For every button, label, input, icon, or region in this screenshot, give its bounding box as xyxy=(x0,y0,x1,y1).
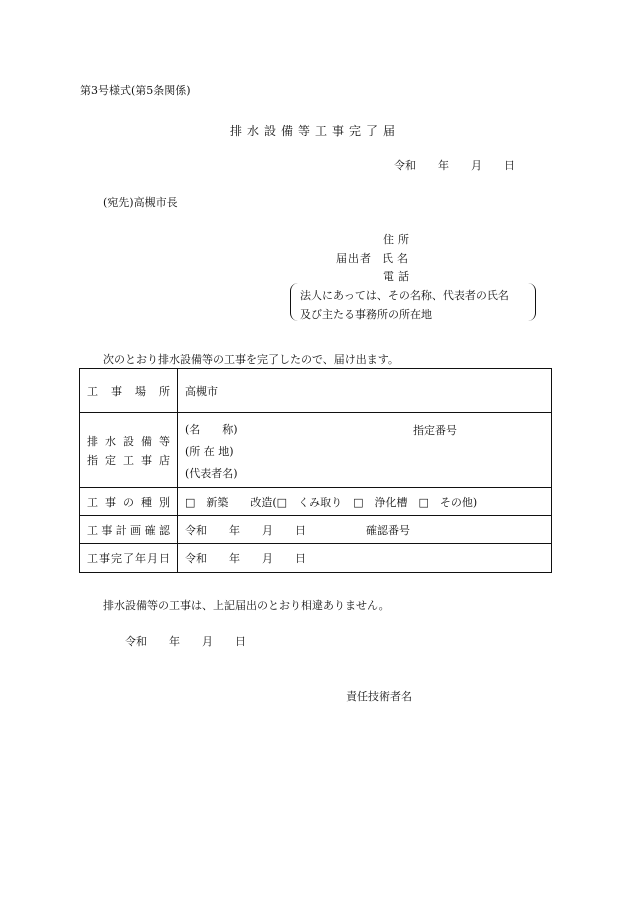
submission-date xyxy=(394,157,515,173)
plan-label-cell xyxy=(80,516,178,544)
corporate-note-line2: 及び主たる事務所の所在地 xyxy=(300,308,432,321)
confirmation-number-label: 確認番号 xyxy=(366,523,410,537)
kind-label-cell xyxy=(80,488,178,516)
completion-label-cell xyxy=(80,544,178,573)
closing-date: 令和 年 月 日 xyxy=(125,635,246,648)
table-row xyxy=(80,544,552,573)
telephone-label: 電話 xyxy=(383,270,413,283)
plan-confirmation-label: 工 事 計 画 確 認 xyxy=(87,523,170,537)
completion-date-value[interactable]: 令和 年 月 日 xyxy=(178,544,552,573)
contractor-representative-label: (代表者名) xyxy=(185,467,238,480)
date-era: 令和 xyxy=(394,159,416,172)
intro-text: 次のとおり排水設備等の工事を完了したので、届け出ます。 xyxy=(103,353,399,366)
construction-kind-options[interactable]: □ 新築 改造(□ くみ取り □ 浄化槽 □ その他) xyxy=(178,488,552,516)
site-label-cell xyxy=(80,369,178,413)
kind-label: 工 事 の 種 別 xyxy=(87,495,170,509)
table-row xyxy=(80,369,552,413)
completion-form-table xyxy=(79,368,552,573)
closing-statement: 排水設備等の工事は、上記届出のとおり相違ありません。 xyxy=(103,599,390,612)
contractor-label-cell xyxy=(80,413,178,488)
applicant-name-row xyxy=(336,250,412,266)
name-label: 氏名 xyxy=(382,252,412,265)
corporate-note-line1: 法人にあっては、その名称、代表者の氏名 xyxy=(300,289,509,302)
responsible-engineer-label: 責任技術者名 xyxy=(346,690,412,703)
completion-date-label: 工 事 完 了 年 月 日 xyxy=(87,552,170,565)
table-row xyxy=(80,488,552,516)
plan-confirmation-cell[interactable] xyxy=(178,516,552,544)
contractor-label-line2: 指 定 工 事 店 xyxy=(87,453,170,467)
contractor-name-label: (名 称) xyxy=(185,423,238,436)
registration-number-label: 指定番号 xyxy=(413,424,457,437)
addressee: (宛先)高槻市長 xyxy=(103,196,178,209)
document-title: 排水設備等工事完了届 xyxy=(229,124,400,138)
address-label: 住所 xyxy=(383,233,413,246)
date-year: 年 xyxy=(438,159,449,172)
contractor-address-label: (所 在 地) xyxy=(185,445,234,458)
applicant-prefix: 届出者 xyxy=(336,252,372,265)
contractor-label-line1: 排 水 設 備 等 xyxy=(87,434,170,448)
form-number-label: 第3号様式(第5条関係) xyxy=(80,84,191,97)
table-row xyxy=(80,516,552,544)
site-label: 工 事 場 所 xyxy=(87,384,170,398)
site-value[interactable]: 高槻市 xyxy=(178,369,552,413)
plan-confirmation-date: 令和 年 月 日 xyxy=(185,523,306,537)
date-day: 日 xyxy=(504,159,515,172)
date-month: 月 xyxy=(471,159,482,172)
table-row xyxy=(80,413,552,488)
contractor-cell[interactable] xyxy=(178,413,552,488)
